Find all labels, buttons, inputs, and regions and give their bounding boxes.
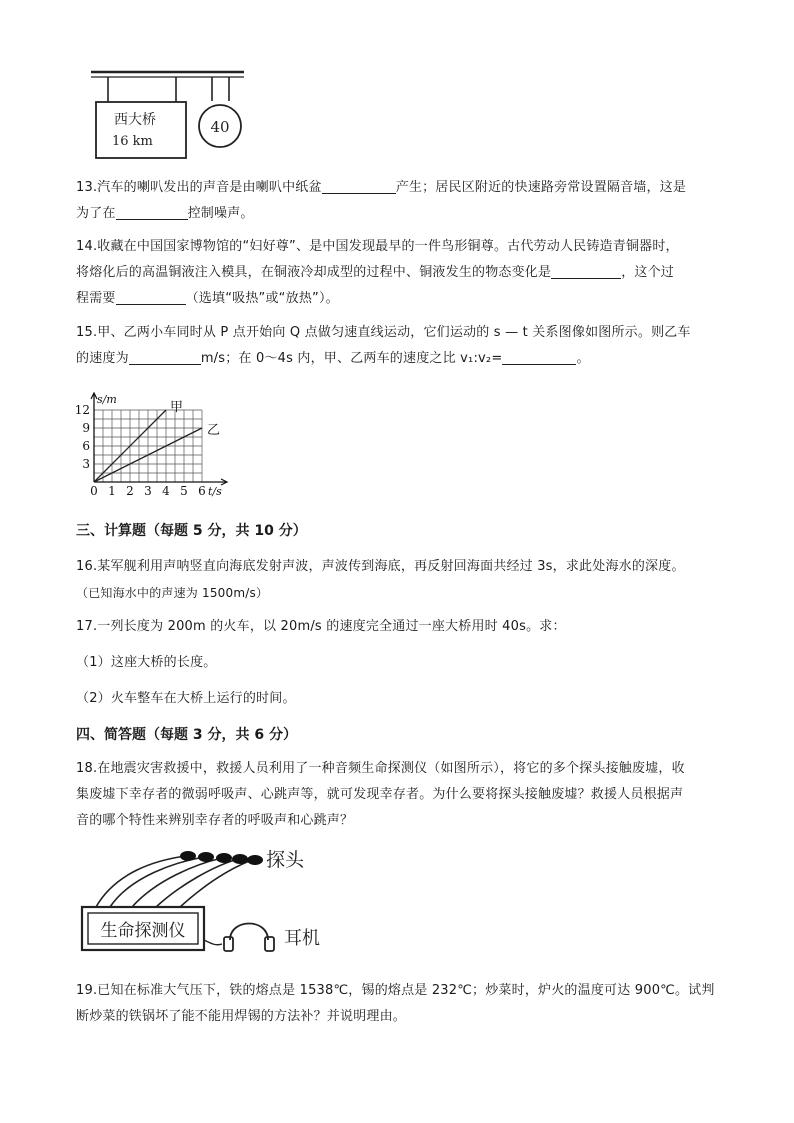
question-17: [76, 614, 724, 712]
q17-sub2: （2）火车整车在大桥上运行的时间。: [76, 691, 296, 706]
chart-grid: [94, 410, 202, 482]
earphone-icon: [224, 924, 274, 952]
sign-distance: 16 km: [112, 134, 153, 149]
x-axis-label: t/s: [208, 485, 222, 498]
q14-blank-2[interactable]: [116, 288, 186, 305]
q19-line2: 断炒菜的铁锅坏了能不能用焊锡的方法补？并说明理由。: [76, 1009, 407, 1024]
question-16: [76, 554, 724, 606]
q15-line1: 15.甲、乙两小车同时从 P 点开始向 Q 点做匀速直线运动，它们运动的 s — t 关系图像如图所示。则乙车: [76, 325, 691, 340]
q16-line1: 16.某军舰利用声呐竖直向海底发射声波，声波传到海底，再反射回海面共经过 3s，求此处海水的深度。: [76, 559, 685, 574]
q14-line1: 14.收藏在中国国家博物馆的“妇好尊”、是中国发现最早的一件鸟形铜尊。古代劳动人民铸造青铜器时，: [76, 239, 679, 254]
life-detector-figure: [76, 842, 346, 960]
question-18: [76, 756, 724, 834]
probe-heads: [180, 851, 263, 865]
s-t-chart: [74, 390, 234, 498]
speed-limit-value: 40: [210, 118, 230, 136]
q14-blank-1[interactable]: [551, 262, 621, 279]
detector-label: 生命探测仪: [100, 921, 186, 941]
probe-cables: [96, 856, 252, 907]
section-3-title: 三、计算题（每题 5 分，共 10 分）: [76, 523, 307, 539]
x-tick-label: 5: [180, 484, 188, 498]
q18-line1: 18.在地震灾害救援中，救援人员利用了一种音频生命探测仪（如图所示），将它的多个探头接触废墟，收: [76, 761, 685, 776]
q13-blank-2[interactable]: [116, 203, 188, 220]
q13-blank-1[interactable]: [322, 177, 396, 194]
question-14: [76, 234, 724, 312]
x-tick-label: 6: [198, 484, 206, 498]
x-tick-label: 3: [144, 484, 152, 498]
x-tick-label: 0: [90, 484, 98, 498]
earphone-label: 耳机: [284, 928, 320, 949]
question-13: [76, 175, 724, 227]
q15-blank-2[interactable]: [502, 348, 576, 365]
y-axis-label: s/m: [97, 393, 117, 406]
question-19: [76, 978, 724, 1030]
distance-sign-board: [96, 102, 186, 158]
y-tick-label: 6: [82, 439, 90, 453]
series-name-label: 乙: [207, 423, 221, 438]
x-tick-label: 2: [126, 484, 134, 498]
q17-sub1: （1）这座大桥的长度。: [76, 655, 217, 670]
question-15: [76, 320, 724, 372]
earphone-cable: [204, 940, 222, 945]
q18-line2: 集废墟下幸存者的微弱呼吸声、心跳声等，就可发现幸存者。为什么要将探头接触废墟？救援人员根据声: [76, 787, 684, 802]
y-tick-label: 3: [82, 457, 90, 471]
q14-line2: 将熔化后的高温铜液注入模具，在铜液冷却成型的过程中、铜液发生的物态变化是 ，这个过: [76, 260, 724, 286]
road-sign-figure: [88, 66, 248, 162]
q13-line1: 13.汽车的喇叭发出的声音是由喇叭中纸盆 产生；居民区附近的快速路旁常设置隔音墙，这是: [76, 175, 724, 201]
x-tick-label: 4: [162, 484, 170, 498]
q15-blank-1[interactable]: [129, 348, 201, 365]
q17-line1: 17.一列长度为 200m 的火车，以 20m/s 的速度完全通过一座大桥用时 40s。求：: [76, 619, 566, 634]
y-tick-label: 9: [82, 421, 90, 435]
q19-line1: 19.已知在标准大气压下，铁的熔点是 1538℃，锡的熔点是 232℃；炒菜时，炉火的温度可达 900℃。试判: [76, 983, 715, 998]
q14-line3: 程需要 （选填“吸热”或“放热”）。: [76, 286, 724, 312]
series-name-label: 甲: [170, 400, 184, 415]
q15-line2: 的速度为 m/s；在 0～4s 内，甲、乙两车的速度之比 v₁:v₂= 。: [76, 346, 724, 372]
probe-label: 探头: [266, 849, 305, 871]
section-4-title: 四、简答题（每题 3 分，共 6 分）: [76, 727, 297, 743]
y-tick-label: 12: [74, 403, 90, 417]
q18-line3: 音的哪个特性来辨别幸存者的呼吸声和心跳声？: [76, 813, 354, 828]
q16-line2: （已知海水中的声速为 1500m/s）: [76, 586, 269, 600]
q13-line2: 为了在 控制噪声。: [76, 201, 724, 227]
chart-axes: [91, 393, 227, 485]
sign-destination: 西大桥: [114, 112, 156, 128]
x-tick-label: 1: [108, 484, 116, 498]
